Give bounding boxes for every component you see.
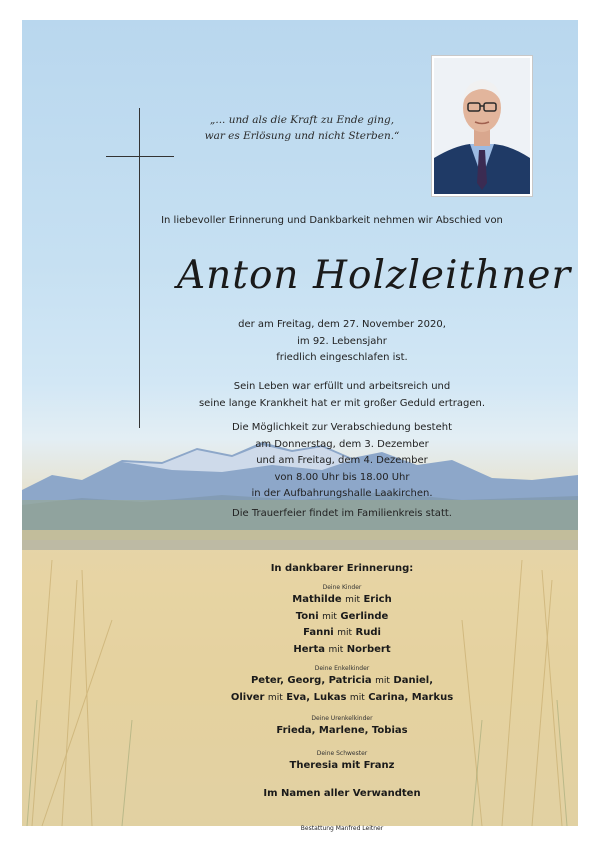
obituary-card xyxy=(22,20,578,832)
group-caption: Deine Urenkelkinder xyxy=(311,715,373,722)
name: Oliver xyxy=(230,691,265,703)
death-notice xyxy=(122,317,562,367)
family-row xyxy=(122,673,562,690)
text-line: seine lange Krankheit hat er mit großer Geduld ertragen. xyxy=(198,397,486,409)
name: Peter, Georg, Patricia xyxy=(250,675,372,686)
mit-word: mit xyxy=(337,628,353,638)
name: Mathilde xyxy=(292,594,342,605)
group-caption: Deine Schwester xyxy=(316,750,368,757)
deceased-name: Anton Holzleithner xyxy=(177,253,572,298)
children-group xyxy=(122,583,562,658)
grandchildren-group xyxy=(122,664,562,706)
mit-word: mit xyxy=(345,595,360,605)
mit-word: mit xyxy=(375,676,390,686)
family-row: Frieda, Marlene, Tobias xyxy=(276,725,408,736)
text-line: in der Aufbahrungshalle Laakirchen. xyxy=(251,488,433,499)
text-line: friedlich eingeschlafen ist. xyxy=(276,352,408,363)
text-line: Sein Leben war erfüllt und arbeitsreich und xyxy=(233,381,451,392)
name: Eva, Lukas xyxy=(286,691,347,703)
name: Rudi xyxy=(355,627,381,638)
family-row xyxy=(122,690,562,707)
family-heading: In dankbarer Erinnerung: xyxy=(270,563,414,574)
life-summary xyxy=(122,379,562,412)
cross-horizontal-bar xyxy=(106,156,174,157)
service-info: Die Trauerfeier findet im Familienkreis statt. xyxy=(232,508,452,519)
mit-word: mit xyxy=(328,644,344,655)
group-caption: Deine Kinder xyxy=(322,584,362,591)
mit-word: mit xyxy=(349,692,365,703)
text-line: von 8.00 Uhr bis 18.00 Uhr xyxy=(274,471,410,483)
farewell-info xyxy=(122,420,562,503)
portrait-illustration xyxy=(434,58,530,194)
name: Herta xyxy=(293,643,326,655)
family-row xyxy=(122,592,562,609)
family-row xyxy=(122,642,562,659)
quote-line: war es Erlösung und nicht Sterben.“ xyxy=(204,130,400,142)
undertaker-credit: Bestattung Manfred Leitner xyxy=(300,825,384,832)
text-line: und am Freitag, dem 4. Dezember xyxy=(256,455,428,466)
closing-line: Im Namen aller Verwandten xyxy=(263,788,421,799)
name: Carina, Markus xyxy=(368,691,454,703)
text-line: im 92. Lebensjahr xyxy=(297,335,387,347)
name: Gerlinde xyxy=(340,610,389,622)
text-line: Die Möglichkeit zur Verabschiedung besteht xyxy=(231,422,452,433)
name: Norbert xyxy=(346,643,391,655)
name: Fanni xyxy=(303,627,334,638)
sister-group xyxy=(122,749,562,774)
intro-text: In liebevoller Erinnerung und Dankbarkeit nehmen wir Abschied von xyxy=(161,215,503,226)
name: Toni xyxy=(295,610,319,622)
quote-line: „... und als die Kraft zu Ende ging, xyxy=(209,114,395,126)
family-row: Theresia mit Franz xyxy=(289,760,395,771)
memorial-quote xyxy=(182,112,422,144)
name: Daniel, xyxy=(393,675,434,686)
wheat-field-backdrop xyxy=(22,500,578,826)
name: Erich xyxy=(363,594,392,605)
great-grandchildren-group xyxy=(122,714,562,739)
group-caption: Deine Enkelkinder xyxy=(314,665,370,672)
mit-word: mit xyxy=(322,611,337,622)
portrait-photo xyxy=(432,56,532,196)
family-row xyxy=(122,625,562,642)
text-line: der am Freitag, dem 27. November 2020, xyxy=(238,319,446,330)
family-row xyxy=(122,609,562,626)
mit-word: mit xyxy=(267,692,283,703)
text-line: am Donnerstag, dem 3. Dezember xyxy=(255,438,429,450)
